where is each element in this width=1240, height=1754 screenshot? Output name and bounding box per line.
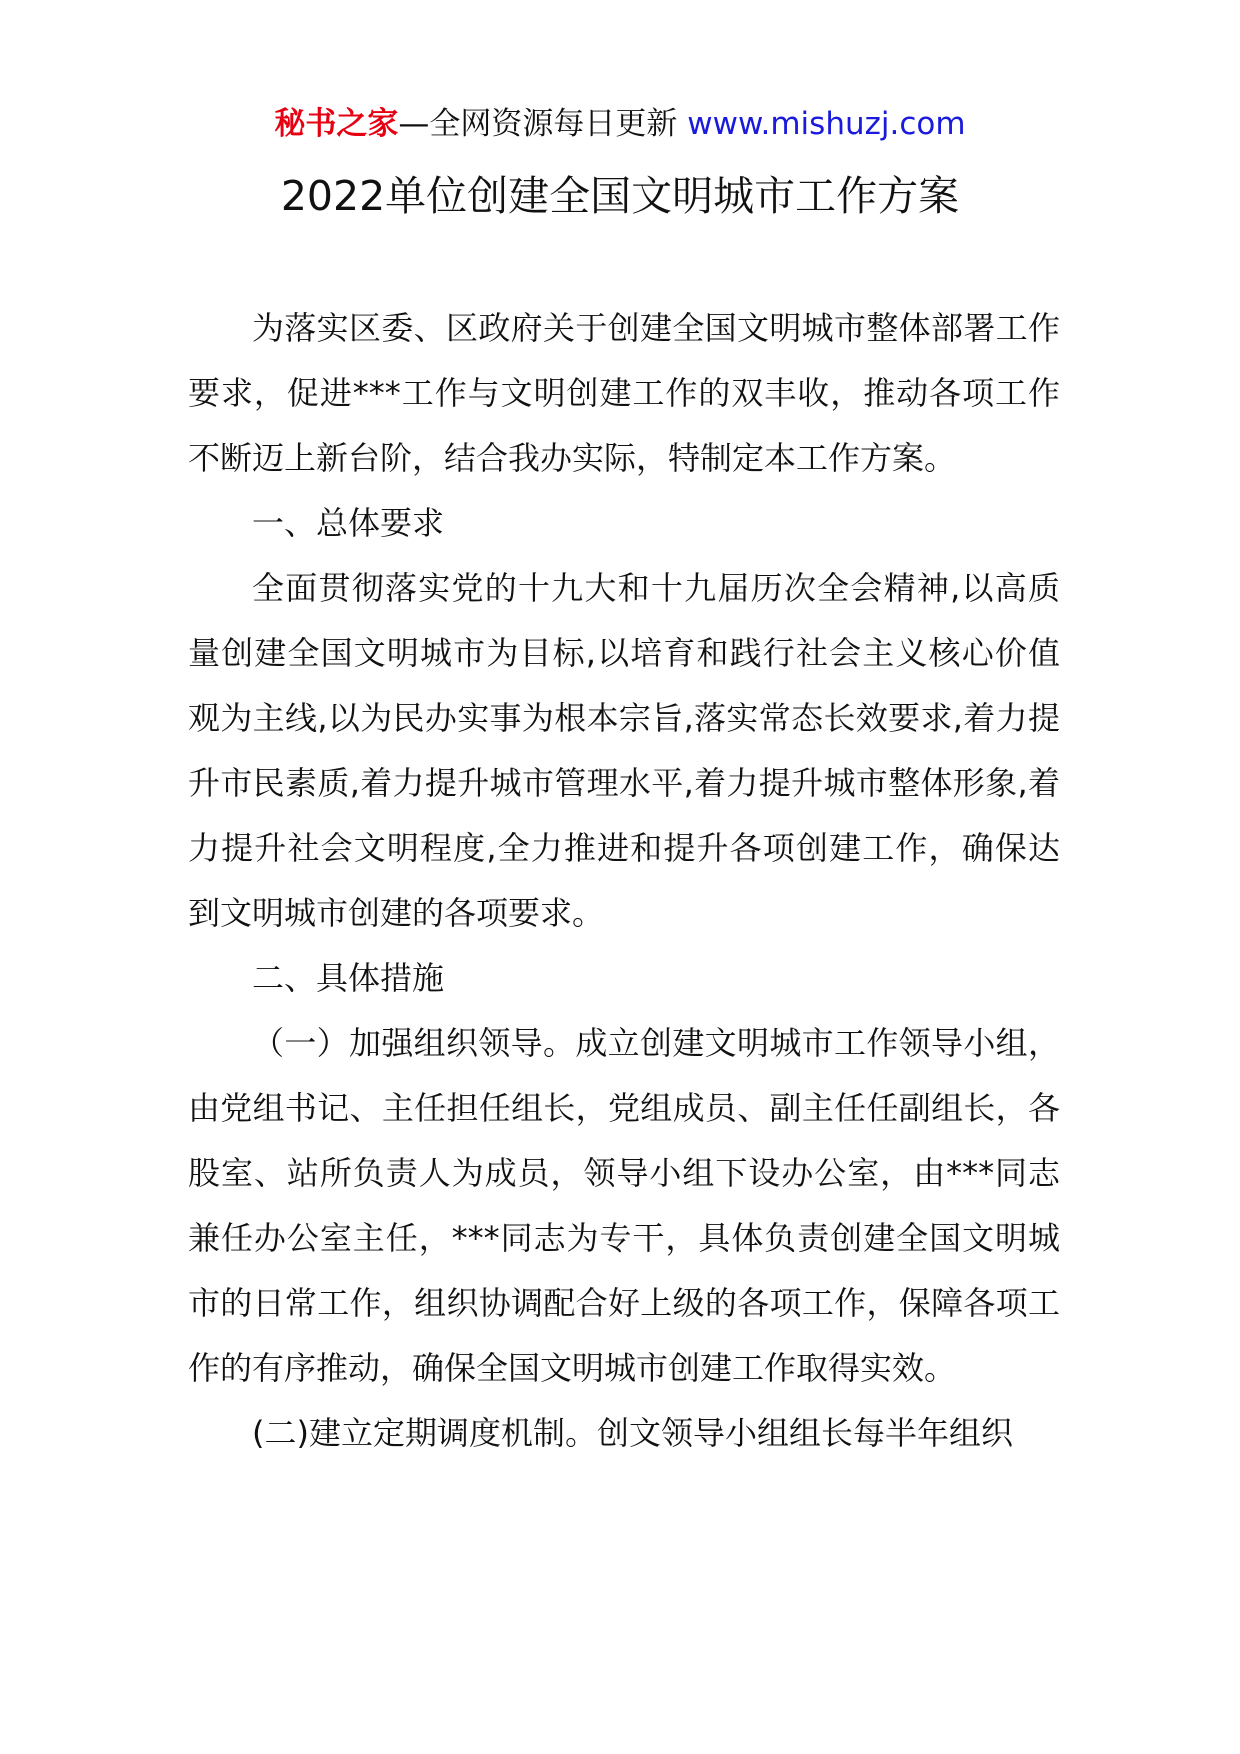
general-requirements-paragraph: 全面贯彻落实党的十九大和十九届历次全会精神,以高质量创建全国文明城市为目标,以培育和践行社会主义核心价值观为主线,以为民办实事为根本宗旨,落实常态长效要求,着力提升市民素质,着力提升城市管理水平,着力提升城市整体形象,着力提升社会文明程度,全力推进和提升各项创建工作，确保达到文明城市创建的各项要求。	[188, 569, 1060, 932]
document-body	[188, 296, 1060, 1466]
measure-1-paragraph: （一）加强组织领导。成立创建文明城市工作领导小组，由党组书记、主任担任组长，党组成员、副主任任副组长，各股室、站所负责人为成员，领导小组下设办公室，由***同志兼任办公室主任，***同志为专干，具体负责创建全国文明城市的日常工作，组织协调配合好上级的各项工作，保障各项工作的有序推动，确保全国文明城市创建工作取得实效。	[188, 1024, 1060, 1387]
section-heading-specific-measures: 二、具体措施	[252, 959, 445, 997]
measure-2-paragraph: (二)建立定期调度机制。创文领导小组组长每半年组织	[252, 1414, 1013, 1452]
header-tagline: —全网资源每日更新	[398, 106, 688, 142]
watermark-header	[0, 104, 1240, 144]
site-url-link[interactable]: www.mishuzj.com	[687, 106, 966, 142]
document-title: 2022单位创建全国文明城市工作方案	[280, 172, 960, 220]
section-heading-general-requirements: 一、总体要求	[252, 504, 445, 542]
intro-paragraph: 为落实区委、区政府关于创建全国文明城市整体部署工作要求，促进***工作与文明创建工作的双丰收，推动各项工作不断迈上新台阶，结合我办实际，特制定本工作方案。	[188, 309, 1060, 477]
brand-name: 秘书之家	[274, 106, 399, 142]
